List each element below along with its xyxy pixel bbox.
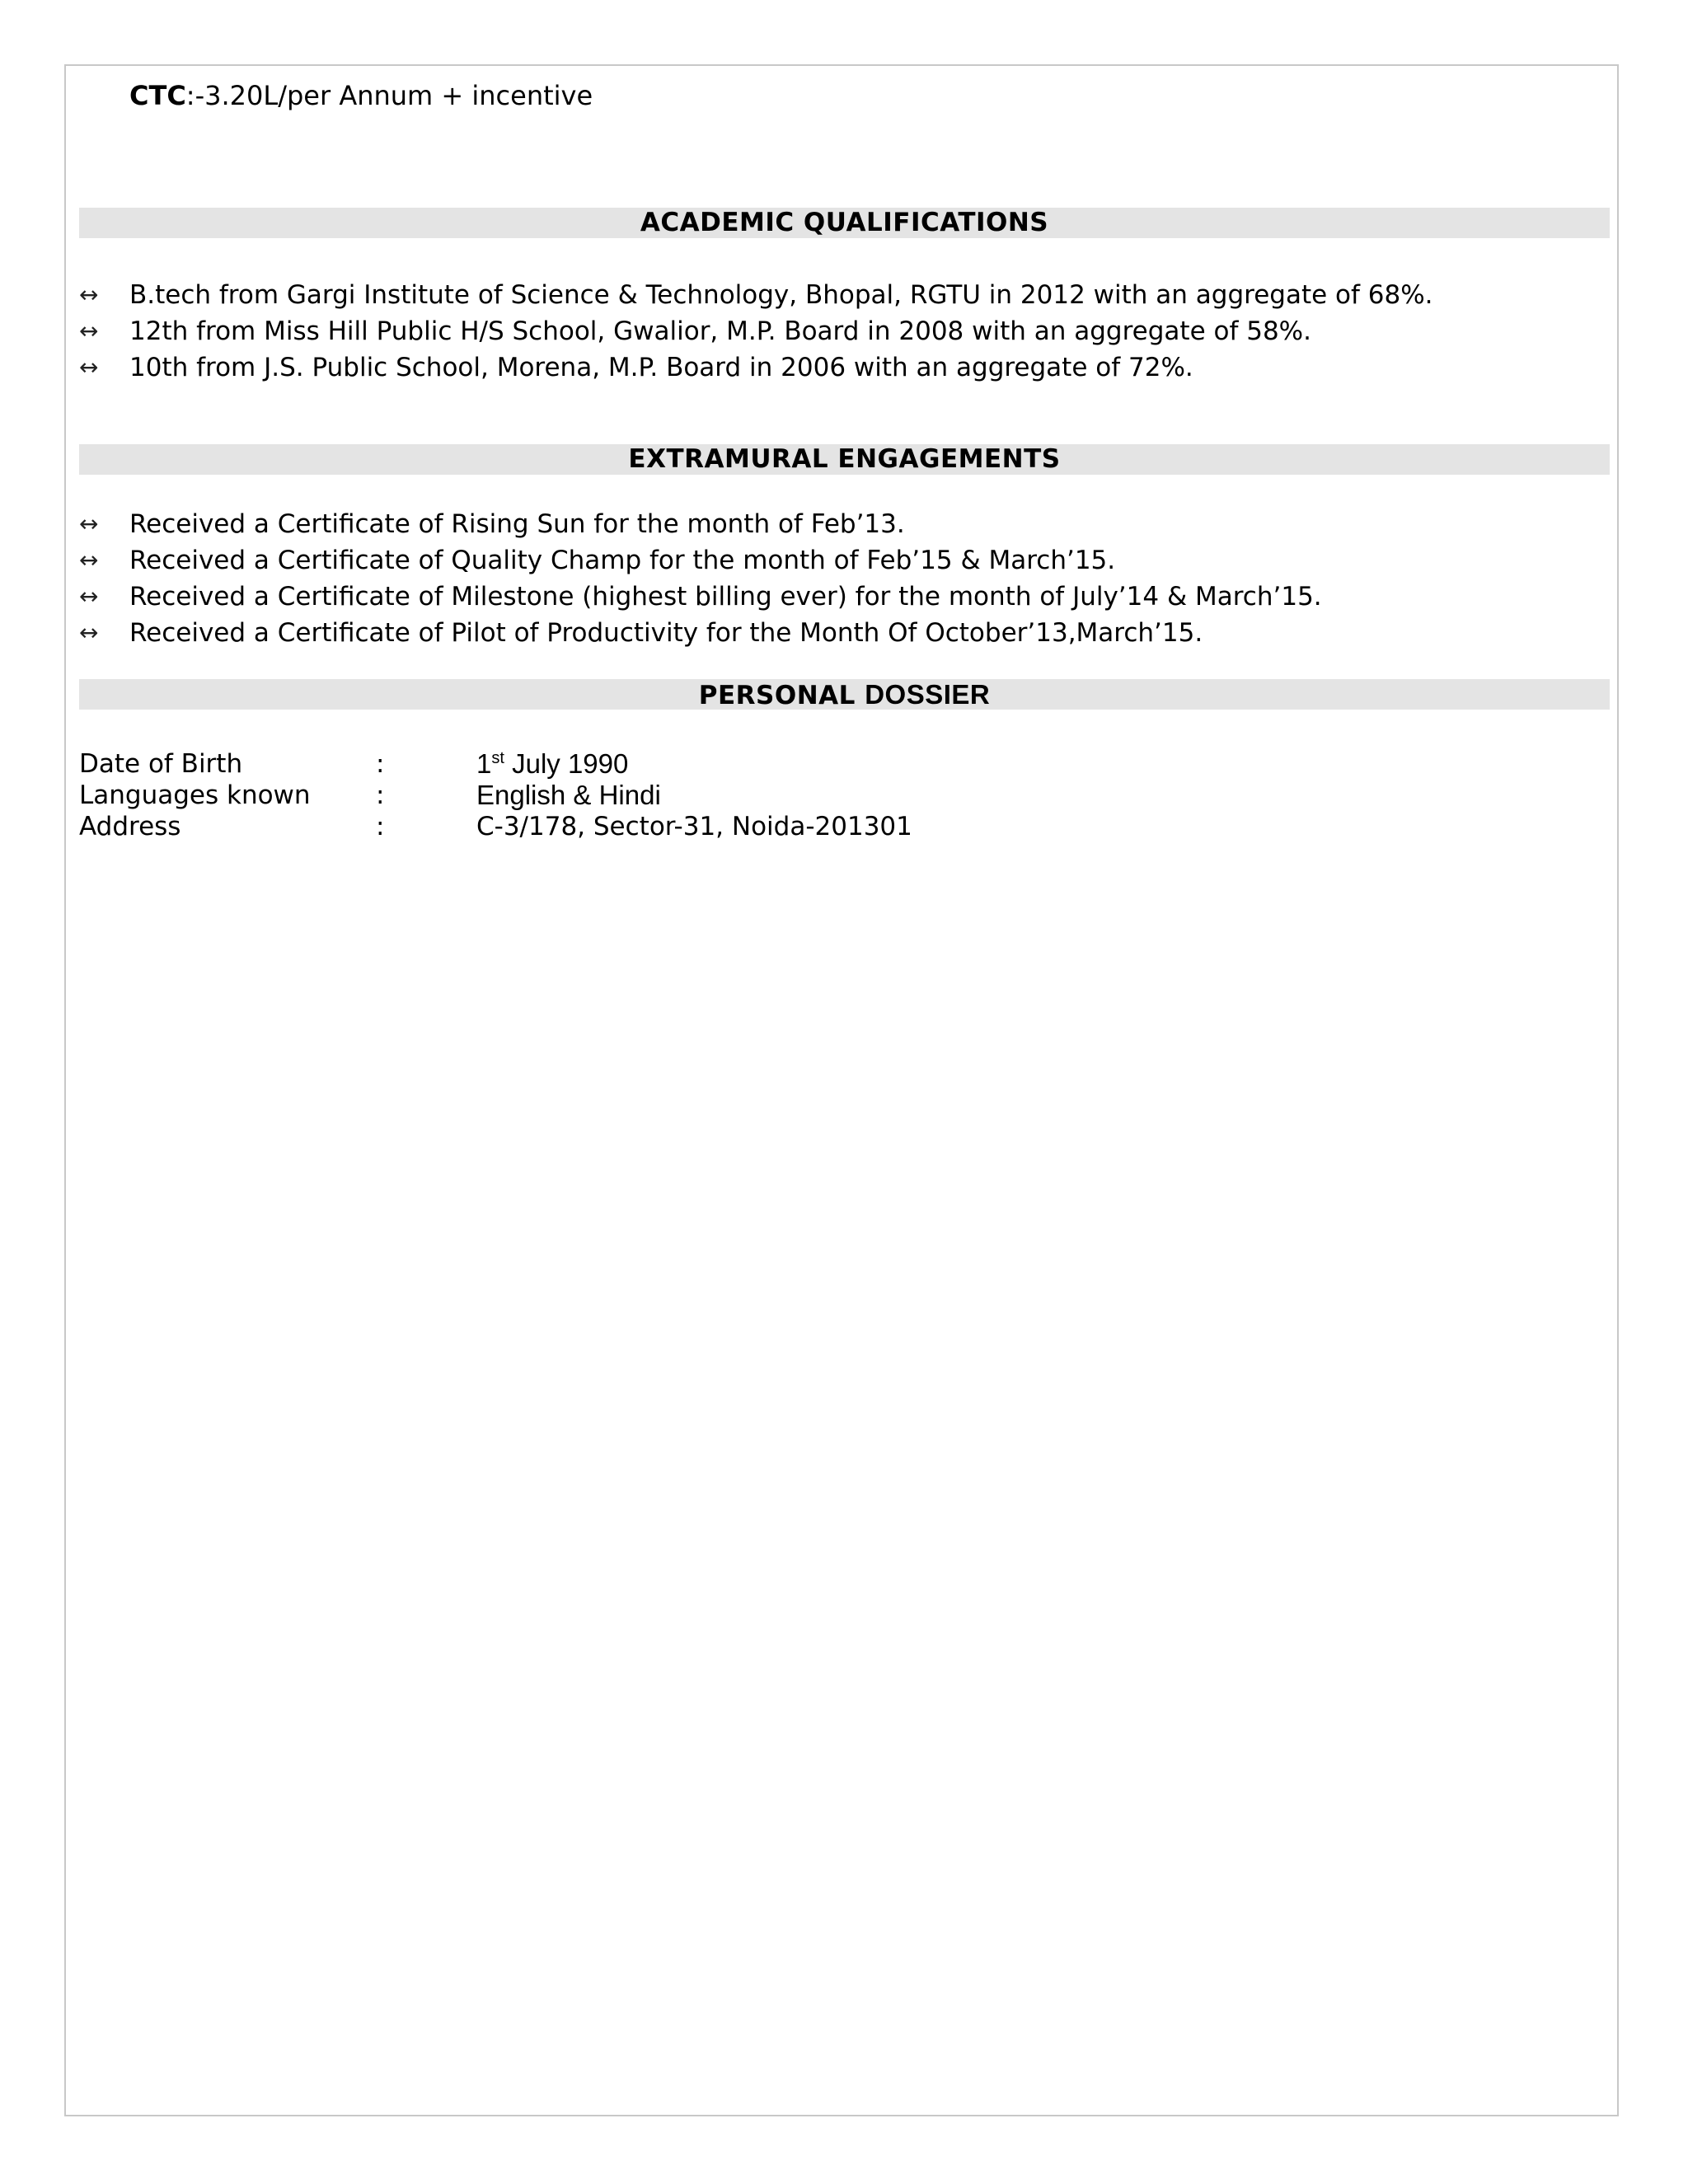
ctc-value: :-3.20L/per Annum + incentive bbox=[185, 80, 593, 111]
section-heading-academic-qualifications: ACADEMIC QUALIFICATIONS bbox=[79, 208, 1610, 238]
left-right-arrow-icon: ↔ bbox=[79, 583, 99, 610]
list-item bbox=[79, 542, 1322, 579]
academic-list bbox=[79, 277, 1433, 386]
list-item-text: 12th from Miss Hill Public H/S School, Gwalior, M.P. Board in 2008 with an aggregate of 58%. bbox=[129, 316, 1311, 346]
dossier-label: Date of Birth bbox=[79, 749, 243, 779]
ctc-line bbox=[129, 79, 593, 112]
list-item bbox=[79, 313, 1433, 349]
section-heading-extramural-engagements: EXTRAMURAL ENGAGEMENTS bbox=[79, 444, 1610, 475]
list-item bbox=[79, 579, 1322, 615]
dob-ordinal-suffix: st bbox=[491, 749, 504, 767]
left-right-arrow-icon: ↔ bbox=[79, 317, 99, 344]
list-item bbox=[79, 506, 1322, 542]
list-item-text: Received a Certificate of Milestone (highest billing ever) for the month of July’14 & March’15. bbox=[129, 582, 1322, 612]
dossier-row-date-of-birth bbox=[79, 748, 1068, 780]
dossier-value-date-of-birth bbox=[476, 748, 628, 780]
dossier-colon: : bbox=[376, 812, 385, 841]
list-item-text: 10th from J.S. Public School, Morena, M.P. Board in 2006 with an aggregate of 72%. bbox=[129, 353, 1193, 382]
left-right-arrow-icon: ↔ bbox=[79, 281, 99, 308]
dossier-colon: : bbox=[376, 780, 385, 810]
left-right-arrow-icon: ↔ bbox=[79, 546, 99, 574]
left-right-arrow-icon: ↔ bbox=[79, 619, 99, 646]
list-item bbox=[79, 277, 1433, 313]
dossier-row-languages bbox=[79, 780, 1068, 811]
list-item-text: Received a Certificate of Pilot of Productivity for the Month Of October’13,March’15. bbox=[129, 618, 1203, 648]
dossier-row-address bbox=[79, 811, 1068, 842]
dossier-value-languages: English & Hindi bbox=[476, 780, 661, 810]
ctc-label: CTC bbox=[129, 80, 186, 111]
dossier-colon: : bbox=[376, 749, 385, 779]
left-right-arrow-icon: ↔ bbox=[79, 354, 99, 381]
dossier-label: Languages known bbox=[79, 780, 311, 810]
section-heading-personal-dossier bbox=[79, 679, 1610, 710]
dossier-value-address: C-3/178, Sector-31, Noida-201301 bbox=[476, 812, 912, 841]
list-item bbox=[79, 349, 1433, 386]
list-item bbox=[79, 615, 1322, 651]
extramural-list bbox=[79, 506, 1322, 651]
list-item-text: Received a Certificate of Quality Champ for the month of Feb’15 & March’15. bbox=[129, 546, 1116, 575]
section-heading-part-personal: PERSONAL bbox=[698, 681, 856, 710]
left-right-arrow-icon: ↔ bbox=[79, 510, 99, 537]
dossier-label: Address bbox=[79, 812, 181, 841]
dob-day: 1 bbox=[476, 748, 492, 779]
dob-month-year: July 1990 bbox=[504, 748, 629, 779]
personal-dossier-table bbox=[79, 748, 1068, 842]
list-item-text: Received a Certificate of Rising Sun for the month of Feb’13. bbox=[129, 509, 905, 539]
list-item-text: B.tech from Gargi Institute of Science & Technology, Bhopal, RGTU in 2012 with an aggregate of 68%. bbox=[129, 280, 1433, 310]
section-heading-part-dossier: DOSSIER bbox=[865, 679, 991, 710]
